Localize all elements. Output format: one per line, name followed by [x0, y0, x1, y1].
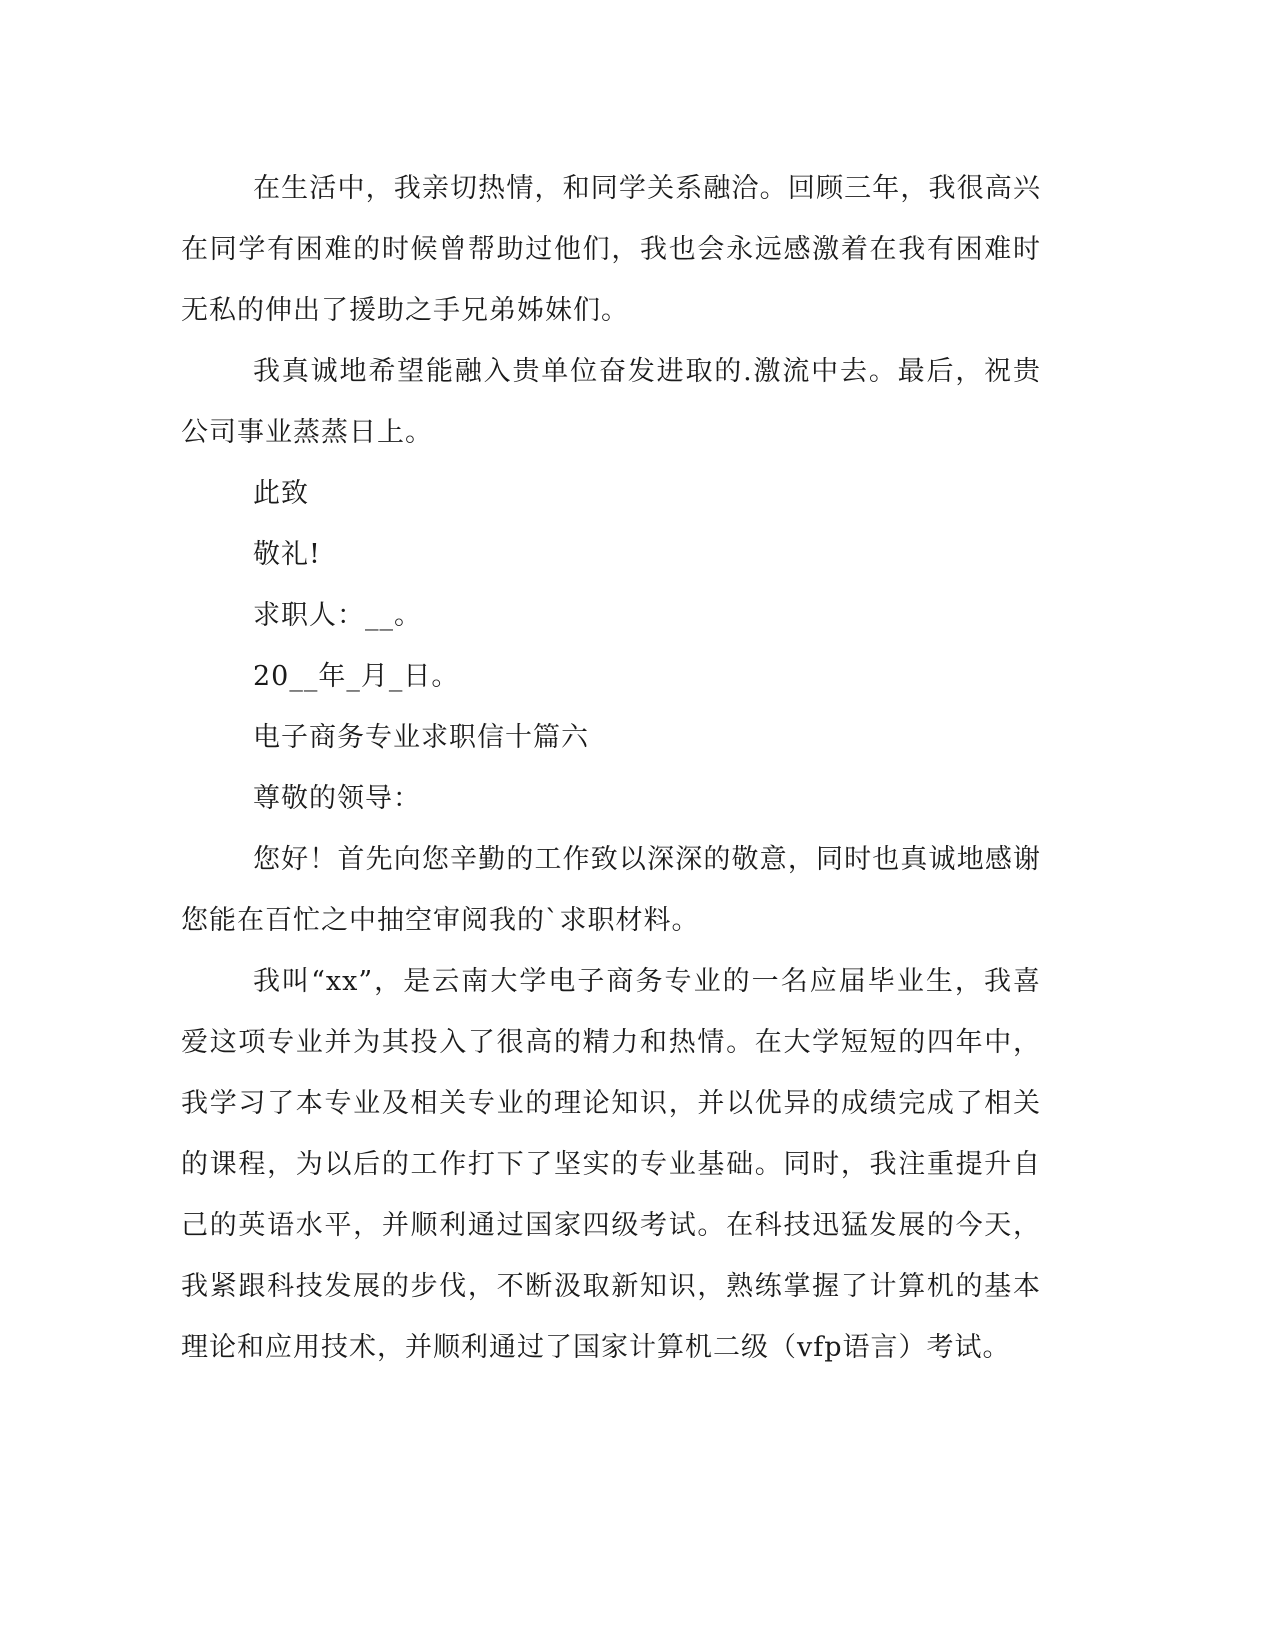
paragraph-life: 在生活中，我亲切热情，和同学关系融洽。回顾三年，我很高兴在同学有困难的时候曾帮助过他们，我也会永远感激着在我有困难时无私的伸出了援助之手兄弟姊妹们。	[181, 173, 1041, 326]
letter-date: 20__年_月_日。	[253, 661, 460, 692]
applicant-signature: 求职人：__。	[253, 600, 422, 631]
closing-salutation: 此致	[253, 478, 309, 509]
paragraph-wish: 我真诚地希望能融入贵单位奋发进取的.激流中去。最后，祝贵公司事业蒸蒸日上。	[181, 356, 1041, 448]
letter-greeting: 尊敬的领导：	[253, 783, 421, 814]
paragraph-self-introduction: 我叫“xx”，是云南大学电子商务专业的一名应届毕业生，我喜爱这项专业并为其投入了很高的精力和热情。在大学短短的四年中，我学习了本专业及相关专业的理论知识，并以优异的成绩完成了相关的课程，为以后的工作打下了坚实的专业基础。同时，我注重提升自己的英语水平，并顺利通过国家四级考试。在科技迅猛发展的今天，我紧跟科技发展的步伐，不断汲取新知识，熟练掌握了计算机的基本理论和应用技术，并顺利通过了国家计算机二级（vfp语言）考试。	[181, 966, 1041, 1363]
paragraph-intro: 您好！首先向您辛勤的工作致以深深的敬意，同时也真诚地感谢您能在百忙之中抽空审阅我的`求职材料。	[181, 844, 1041, 936]
document-body	[181, 158, 1041, 1378]
section-title: 电子商务专业求职信十篇六	[253, 722, 589, 753]
closing-regards: 敬礼!	[253, 539, 321, 570]
